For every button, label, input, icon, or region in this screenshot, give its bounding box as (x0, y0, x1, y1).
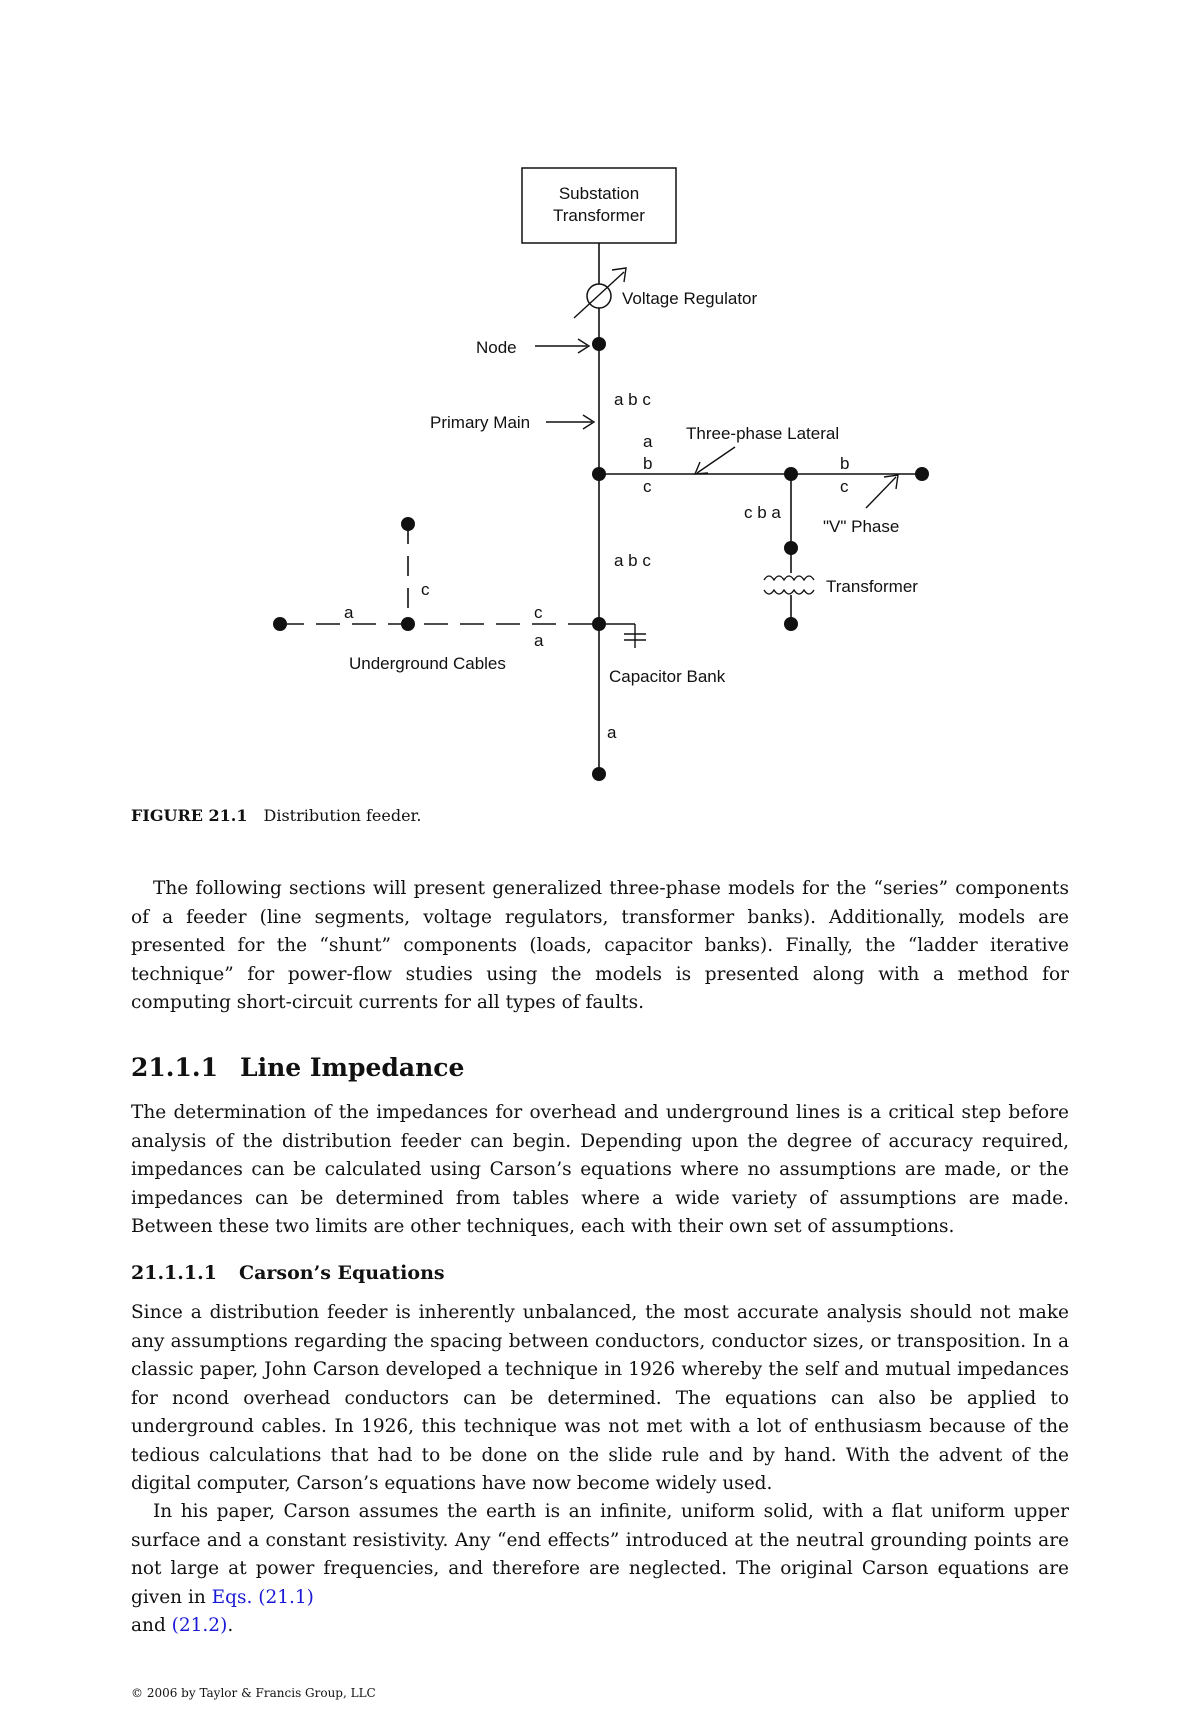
capacitor-bank-symbol (606, 624, 646, 648)
phase-a-bottom: a (607, 723, 617, 742)
lateral-phase-b: b (643, 454, 653, 473)
lateral-junction-node (592, 467, 606, 481)
underground-left-node (273, 617, 287, 631)
transformer-label: Transformer (826, 577, 918, 596)
figure-caption (131, 806, 422, 825)
paragraph4-after: . (227, 1615, 234, 1636)
voltage-regulator-label: Voltage Regulator (622, 289, 758, 308)
substation-label-line2: Transformer (553, 206, 645, 225)
figure-caption-label: FIGURE 21.1 (131, 806, 248, 825)
lateral-phase-a: a (643, 432, 653, 451)
transformer-secondary-node (784, 617, 798, 631)
lateral-phase-c: c (643, 477, 652, 496)
node-label: Node (476, 338, 517, 357)
subsection-heading (131, 1262, 445, 1284)
bottom-node (592, 767, 606, 781)
paragraph-carson-intro: Since a distribution feeder is inherently unbalanced, the most accurate analysis should not make any assumptions regarding the spacing between conductors, conductor sizes, or transposition. In a classic paper, John Carson developed a technique in 1926 whereby the self and mutual impedances for ncond overhead conductors can be determined. The equations can also be applied to underground cables. In 1926, this technique was not met with a lot of enthusiasm because of the tedious calculations that had to be done on the slide rule and by hand. With the advent of the digital computer, Carson’s equations have now become widely used. (131, 1302, 1069, 1494)
section-title: Line Impedance (240, 1053, 465, 1082)
node-arrow (535, 339, 589, 353)
voltage-regulator-symbol (574, 268, 626, 318)
v-phase-b: b (840, 454, 850, 473)
underground-phase-a: a (344, 603, 354, 622)
copyright-footer: © 2006 by Taylor & Francis Group, LLC (131, 1686, 376, 1700)
paragraph-carson-assumptions (131, 1498, 1069, 1641)
primary-main-arrow (546, 415, 594, 429)
distribution-feeder-diagram (0, 0, 1200, 800)
underground-cables-label: Underground Cables (349, 654, 506, 673)
section-number: 21.1.1 (131, 1053, 218, 1082)
capacitor-bank-label: Capacitor Bank (609, 667, 726, 686)
primary-main-label: Primary Main (430, 413, 531, 432)
eq-21-2-link[interactable]: (21.2) (171, 1615, 228, 1636)
paragraph4-before: In his paper, Carson assumes the earth is an infinite, uniform solid, with a flat uniform upper surface and a constant resistivity. Any “end effects” introduced at the neutral grounding points are not large at power frequencies, and therefore are neglected. The original Carson equations are given in (131, 1501, 1069, 1608)
substation-label-line1: Substation (558, 184, 640, 203)
figure-caption-text: Distribution feeder. (263, 806, 422, 825)
eq-21-1-link[interactable]: Eqs. (21.1) (211, 1586, 314, 1608)
phase-abc-mid: a b c (614, 551, 651, 570)
underground-phase-c-vertical: c (421, 580, 430, 599)
underground-phase-a2: a (534, 631, 544, 650)
subsection-number: 21.1.1.1 (131, 1262, 217, 1284)
capacitor-junction-node (592, 617, 606, 631)
underground-top-node (401, 517, 415, 531)
v-phase-arrow (866, 475, 898, 508)
v-phase-label: "V" Phase (823, 517, 900, 536)
phase-abc-top: a b c (614, 390, 651, 409)
paragraph-intro: The following sections will present generalized three-phase models for the “series” components of a feeder (line segments, voltage regulators, transformer banks). Additionally, models are presented for the “shunt” components (loads, capacitor banks). Finally, the “ladder iterative technique” for power-flow studies using the models is presented along with a method for computing short-circuit currents for all types of faults. (131, 878, 1069, 1013)
lateral-end-node (915, 467, 929, 481)
three-phase-lateral-label: Three-phase Lateral (686, 424, 840, 443)
node-dot (592, 337, 606, 351)
paragraph-line-impedance: The determination of the impedances for overhead and underground lines is a critical step before analysis of the distribution feeder can begin. Depending upon the degree of accuracy required, impedances can be calculated using Carson’s equations where no assumptions are made, or the impedances can be determined from tables where a wide variety of assumptions are made. Between these two limits are other techniques, each with their own set of assumptions. (131, 1102, 1069, 1237)
v-phase-c: c (840, 477, 849, 496)
section-heading (131, 1053, 464, 1082)
transformer-symbol (764, 573, 817, 595)
subsection-title: Carson’s Equations (238, 1262, 445, 1284)
paragraph4-middle: and (131, 1615, 172, 1636)
phase-cba: c b a (744, 503, 781, 522)
transformer-primary-node (784, 541, 798, 555)
three-phase-lateral-arrow (695, 447, 735, 474)
underground-junction-node (401, 617, 415, 631)
underground-phase-c: c (534, 603, 543, 622)
